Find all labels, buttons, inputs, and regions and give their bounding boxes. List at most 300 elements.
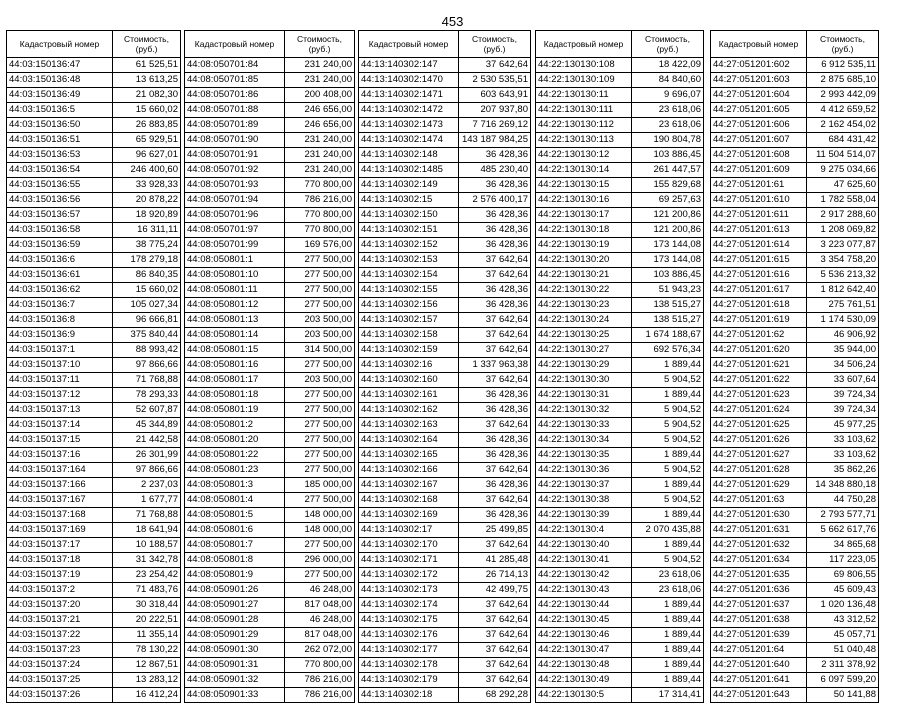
- cadastral-number-cell: 44:27:051201:641: [711, 673, 807, 688]
- cadastral-number-cell: 44:22:130130:44: [536, 598, 632, 613]
- table-row: [7, 523, 181, 538]
- cost-value-cell: 2 530 535,51: [459, 73, 531, 88]
- cadastral-number-cell: 44:03:150137:1: [7, 343, 113, 358]
- cost-value-cell: 96 627,01: [113, 148, 181, 163]
- cost-value-cell: 36 428,36: [459, 208, 531, 223]
- cadastral-number-cell: 44:13:140302:161: [359, 388, 459, 403]
- table-row: [7, 223, 181, 238]
- table-row: [185, 553, 355, 568]
- cadastral-number-cell: 44:13:140302:151: [359, 223, 459, 238]
- cost-value-cell: 1 889,44: [632, 358, 704, 373]
- cost-value-cell: 78 130,22: [113, 643, 181, 658]
- cost-value-cell: 2 237,03: [113, 478, 181, 493]
- cost-value-cell: 11 504 514,07: [807, 148, 879, 163]
- cadastral-number-cell: 44:22:130130:17: [536, 208, 632, 223]
- table-row: [7, 403, 181, 418]
- cadastral-number-cell: 44:22:130130:108: [536, 58, 632, 73]
- cost-value-cell: 36 428,36: [459, 178, 531, 193]
- cadastral-number-cell: 44:08:050901:28: [185, 613, 285, 628]
- cadastral-number-cell: 44:27:051201:62: [711, 328, 807, 343]
- cadastral-number-cell: 44:22:130130:30: [536, 373, 632, 388]
- cost-value-cell: 47 625,60: [807, 178, 879, 193]
- cost-value-cell: 43 312,52: [807, 613, 879, 628]
- cadastral-number-cell: 44:22:130130:40: [536, 538, 632, 553]
- cadastral-number-cell: 44:08:050801:17: [185, 373, 285, 388]
- cadastral-number-cell: 44:03:150137:15: [7, 433, 113, 448]
- table-header-row: [185, 31, 355, 58]
- cadastral-number-cell: 44:13:140302:166: [359, 463, 459, 478]
- cadastral-number-cell: 44:08:050701:88: [185, 103, 285, 118]
- table-row: [711, 463, 879, 478]
- cadastral-number-cell: 44:27:051201:625: [711, 418, 807, 433]
- cost-value-cell: 203 500,00: [285, 313, 355, 328]
- cadastral-number-cell: 44:08:050701:92: [185, 163, 285, 178]
- cadastral-number-cell: 44:22:130130:24: [536, 313, 632, 328]
- table-row: [359, 103, 531, 118]
- cadastral-number-cell: 44:03:150137:166: [7, 478, 113, 493]
- table-row: [536, 688, 704, 703]
- table-row: [185, 148, 355, 163]
- cost-value-cell: 770 800,00: [285, 223, 355, 238]
- cadastral-number-cell: 44:08:050801:10: [185, 268, 285, 283]
- cost-value-cell: 26 301,99: [113, 448, 181, 463]
- cadastral-table-5: [710, 30, 879, 703]
- table-row: [536, 268, 704, 283]
- cost-value-cell: 37 642,64: [459, 313, 531, 328]
- cost-value-cell: 20 222,51: [113, 613, 181, 628]
- table-row: [7, 208, 181, 223]
- table-row: [359, 313, 531, 328]
- table-row: [185, 493, 355, 508]
- cost-value-cell: 30 318,44: [113, 598, 181, 613]
- cost-value-cell: 36 428,36: [459, 223, 531, 238]
- cost-value-cell: 25 499,85: [459, 523, 531, 538]
- cadastral-number-cell: 44:03:150137:17: [7, 538, 113, 553]
- cadastral-number-cell: 44:22:130130:34: [536, 433, 632, 448]
- table-row: [359, 358, 531, 373]
- table-row: [7, 508, 181, 523]
- cost-value-cell: 155 829,68: [632, 178, 704, 193]
- cost-value-cell: 2 793 577,71: [807, 508, 879, 523]
- cost-value-cell: 20 878,22: [113, 193, 181, 208]
- table-row: [185, 268, 355, 283]
- cost-value-cell: 46 248,00: [285, 583, 355, 598]
- cadastral-number-cell: 44:03:150136:5: [7, 103, 113, 118]
- cadastral-number-cell: 44:27:051201:640: [711, 658, 807, 673]
- cost-value-cell: 34 865,68: [807, 538, 879, 553]
- cadastral-number-cell: 44:27:051201:61: [711, 178, 807, 193]
- cadastral-number-cell: 44:03:150136:48: [7, 73, 113, 88]
- table-row: [359, 58, 531, 73]
- cost-value-cell: 33 103,62: [807, 448, 879, 463]
- cadastral-number-cell: 44:13:140302:171: [359, 553, 459, 568]
- cadastral-table-3: [358, 30, 531, 703]
- table-row: [536, 613, 704, 628]
- cadastral-number-cell: 44:27:051201:611: [711, 208, 807, 223]
- table-row: [7, 298, 181, 313]
- cost-value-cell: 9 275 034,66: [807, 163, 879, 178]
- cost-value-cell: 2 917 288,60: [807, 208, 879, 223]
- cadastral-number-cell: 44:13:140302:163: [359, 418, 459, 433]
- cost-value-cell: 786 216,00: [285, 193, 355, 208]
- table-row: [359, 553, 531, 568]
- cadastral-number-cell: 44:13:140302:165: [359, 448, 459, 463]
- cost-value-cell: 26 714,13: [459, 568, 531, 583]
- cadastral-number-cell: 44:22:130130:43: [536, 583, 632, 598]
- table-row: [536, 88, 704, 103]
- cadastral-number-cell: 44:13:140302:157: [359, 313, 459, 328]
- cost-value-cell: 15 660,02: [113, 103, 181, 118]
- table-row: [711, 298, 879, 313]
- table-row: [7, 388, 181, 403]
- cost-value-cell: 51 943,23: [632, 283, 704, 298]
- table-row: [359, 268, 531, 283]
- cost-value-cell: 41 285,48: [459, 553, 531, 568]
- cost-value-cell: 36 428,36: [459, 283, 531, 298]
- cost-value-cell: 23 618,06: [632, 583, 704, 598]
- cost-value-cell: 45 344,89: [113, 418, 181, 433]
- cadastral-number-cell: 44:08:050701:96: [185, 208, 285, 223]
- cost-value-cell: 231 240,00: [285, 148, 355, 163]
- cadastral-number-cell: 44:27:051201:64: [711, 643, 807, 658]
- cadastral-number-cell: 44:08:050901:32: [185, 673, 285, 688]
- cadastral-number-cell: 44:03:150136:62: [7, 283, 113, 298]
- cost-value-cell: 4 412 659,52: [807, 103, 879, 118]
- cadastral-number-cell: 44:27:051201:609: [711, 163, 807, 178]
- table-row: [711, 388, 879, 403]
- table-row: [711, 223, 879, 238]
- cost-value-cell: 37 642,64: [459, 253, 531, 268]
- cost-value-cell: 37 642,64: [459, 268, 531, 283]
- table-row: [536, 658, 704, 673]
- cost-value-cell: 231 240,00: [285, 58, 355, 73]
- cost-value-cell: 3 354 758,20: [807, 253, 879, 268]
- table-row: [711, 508, 879, 523]
- cadastral-number-cell: 44:03:150137:26: [7, 688, 113, 703]
- cost-value-cell: 1 674 188,67: [632, 328, 704, 343]
- cadastral-number-cell: 44:03:150137:18: [7, 553, 113, 568]
- table-row: [536, 343, 704, 358]
- cadastral-number-cell: 44:08:050801:9: [185, 568, 285, 583]
- cadastral-number-cell: 44:08:050701:86: [185, 88, 285, 103]
- table-row: [185, 223, 355, 238]
- cost-value-cell: 190 804,78: [632, 133, 704, 148]
- cost-value-cell: 246 400,60: [113, 163, 181, 178]
- table-row: [536, 163, 704, 178]
- cadastral-number-cell: 44:08:050801:3: [185, 478, 285, 493]
- cadastral-number-cell: 44:27:051201:616: [711, 268, 807, 283]
- cost-value-cell: 103 886,45: [632, 148, 704, 163]
- table-row: [359, 628, 531, 643]
- cost-value-cell: 18 641,94: [113, 523, 181, 538]
- table-row: [359, 538, 531, 553]
- cost-value-cell: 37 642,64: [459, 343, 531, 358]
- table-row: [536, 313, 704, 328]
- cost-value-cell: 203 500,00: [285, 373, 355, 388]
- cost-value-cell: 5 904,52: [632, 418, 704, 433]
- cadastral-number-cell: 44:27:051201:627: [711, 448, 807, 463]
- table-row: [185, 103, 355, 118]
- cadastral-number-cell: 44:08:050901:29: [185, 628, 285, 643]
- table-row: [359, 583, 531, 598]
- cost-value-cell: 1 889,44: [632, 448, 704, 463]
- table-row: [7, 643, 181, 658]
- cost-value-cell: 770 800,00: [285, 208, 355, 223]
- cadastral-number-cell: 44:03:150137:167: [7, 493, 113, 508]
- table-row: [185, 58, 355, 73]
- cadastral-number-cell: 44:13:140302:1474: [359, 133, 459, 148]
- table-header-row: [359, 31, 531, 58]
- table-row: [536, 283, 704, 298]
- table-row: [7, 133, 181, 148]
- cost-value-cell: 23 618,06: [632, 118, 704, 133]
- cost-value-cell: 692 576,34: [632, 343, 704, 358]
- cadastral-number-cell: 44:13:140302:162: [359, 403, 459, 418]
- cost-value-cell: 103 886,45: [632, 268, 704, 283]
- cost-value-cell: 684 431,42: [807, 133, 879, 148]
- cadastral-number-cell: 44:13:140302:168: [359, 493, 459, 508]
- table-row: [7, 268, 181, 283]
- cadastral-number-cell: 44:13:140302:174: [359, 598, 459, 613]
- cost-value-cell: 2 576 400,17: [459, 193, 531, 208]
- table-row: [359, 478, 531, 493]
- table-row: [711, 583, 879, 598]
- cost-value-cell: 185 000,00: [285, 478, 355, 493]
- table-row: [185, 208, 355, 223]
- table-row: [711, 238, 879, 253]
- cost-value-cell: 148 000,00: [285, 523, 355, 538]
- cost-value-cell: 5 904,52: [632, 403, 704, 418]
- cadastral-number-cell: 44:08:050801:8: [185, 553, 285, 568]
- table-row: [359, 223, 531, 238]
- cadastral-number-cell: 44:08:050801:19: [185, 403, 285, 418]
- table-row: [711, 178, 879, 193]
- cadastral-number-cell: 44:03:150137:20: [7, 598, 113, 613]
- cost-value-cell: 35 862,26: [807, 463, 879, 478]
- table-row: [711, 268, 879, 283]
- cost-value-cell: 1 889,44: [632, 643, 704, 658]
- cost-value-cell: 5 904,52: [632, 463, 704, 478]
- table-row: [185, 283, 355, 298]
- table-row: [7, 88, 181, 103]
- cadastral-number-cell: 44:13:140302:1473: [359, 118, 459, 133]
- table-row: [7, 343, 181, 358]
- cost-value-cell: 37 642,64: [459, 493, 531, 508]
- cost-value-cell: 36 428,36: [459, 403, 531, 418]
- cadastral-number-cell: 44:03:150137:12: [7, 388, 113, 403]
- cost-value-cell: 39 724,34: [807, 388, 879, 403]
- cost-value-cell: 44 750,28: [807, 493, 879, 508]
- cost-value-cell: 277 500,00: [285, 283, 355, 298]
- cost-value-cell: 1 889,44: [632, 508, 704, 523]
- cost-value-cell: 5 904,52: [632, 373, 704, 388]
- cadastral-number-cell: 44:27:051201:635: [711, 568, 807, 583]
- cadastral-number-cell: 44:27:051201:63: [711, 493, 807, 508]
- cadastral-number-cell: 44:22:130130:48: [536, 658, 632, 673]
- table-row: [711, 433, 879, 448]
- cost-value-cell: 37 642,64: [459, 673, 531, 688]
- cost-value-cell: 34 506,24: [807, 358, 879, 373]
- cost-value-cell: 37 642,64: [459, 628, 531, 643]
- table-row: [536, 538, 704, 553]
- cadastral-number-cell: 44:22:130130:37: [536, 478, 632, 493]
- table-row: [359, 388, 531, 403]
- cost-value-cell: 178 279,18: [113, 253, 181, 268]
- table-row: [7, 253, 181, 268]
- cost-value-cell: 1 020 136,48: [807, 598, 879, 613]
- cadastral-number-cell: 44:27:051201:610: [711, 193, 807, 208]
- table-row: [359, 673, 531, 688]
- table-row: [536, 478, 704, 493]
- cost-value-cell: 817 048,00: [285, 598, 355, 613]
- cost-value-cell: 36 428,36: [459, 238, 531, 253]
- cadastral-number-cell: 44:27:051201:619: [711, 313, 807, 328]
- cadastral-table-2: [184, 30, 355, 703]
- cost-value-cell: 786 216,00: [285, 673, 355, 688]
- cadastral-number-cell: 44:03:150136:57: [7, 208, 113, 223]
- cost-value-cell: 65 929,51: [113, 133, 181, 148]
- cost-value-cell: 296 000,00: [285, 553, 355, 568]
- cost-value-cell: 6 097 599,20: [807, 673, 879, 688]
- cost-value-cell: 6 912 535,11: [807, 58, 879, 73]
- cost-value-cell: 2 311 378,92: [807, 658, 879, 673]
- table-row: [185, 658, 355, 673]
- cadastral-number-cell: 44:27:051201:629: [711, 478, 807, 493]
- cost-value-cell: 262 072,00: [285, 643, 355, 658]
- cadastral-number-cell: 44:03:150136:59: [7, 238, 113, 253]
- table-row: [185, 508, 355, 523]
- table-row: [7, 673, 181, 688]
- cadastral-number-cell: 44:22:130130:25: [536, 328, 632, 343]
- cadastral-number-cell: 44:27:051201:631: [711, 523, 807, 538]
- cost-value-cell: 16 311,11: [113, 223, 181, 238]
- cadastral-number-cell: 44:27:051201:622: [711, 373, 807, 388]
- cadastral-number-cell: 44:22:130130:33: [536, 418, 632, 433]
- cost-value-cell: 21 082,30: [113, 88, 181, 103]
- cadastral-number-cell: 44:08:050701:91: [185, 148, 285, 163]
- cadastral-number-cell: 44:08:050801:1: [185, 253, 285, 268]
- cadastral-number-cell: 44:03:150136:55: [7, 178, 113, 193]
- table-row: [359, 418, 531, 433]
- table-row: [359, 178, 531, 193]
- cost-value-cell: 11 355,14: [113, 628, 181, 643]
- table-row: [536, 73, 704, 88]
- cadastral-number-cell: 44:13:140302:172: [359, 568, 459, 583]
- cadastral-number-cell: 44:22:130130:49: [536, 673, 632, 688]
- table-row: [711, 73, 879, 88]
- table-row: [7, 178, 181, 193]
- cost-value-cell: 21 442,58: [113, 433, 181, 448]
- cadastral-number-cell: 44:08:050801:4: [185, 493, 285, 508]
- table-row: [359, 598, 531, 613]
- table-row: [536, 178, 704, 193]
- cost-value-cell: 1 208 069,82: [807, 223, 879, 238]
- cost-value-cell: 23 618,06: [632, 103, 704, 118]
- table-row: [536, 403, 704, 418]
- cadastral-number-cell: 44:27:051201:620: [711, 343, 807, 358]
- cadastral-number-cell: 44:13:140302:16: [359, 358, 459, 373]
- cadastral-number-cell: 44:27:051201:614: [711, 238, 807, 253]
- table-row: [185, 613, 355, 628]
- column-header-number: Кадастровый номер: [185, 31, 285, 58]
- cost-value-cell: 231 240,00: [285, 133, 355, 148]
- table-row: [711, 643, 879, 658]
- table-row: [711, 358, 879, 373]
- cost-value-cell: 1 174 530,09: [807, 313, 879, 328]
- cadastral-number-cell: 44:22:130130:5: [536, 688, 632, 703]
- cadastral-number-cell: 44:13:140302:1471: [359, 88, 459, 103]
- cost-value-cell: 37 642,64: [459, 538, 531, 553]
- cost-value-cell: 37 642,64: [459, 613, 531, 628]
- cadastral-number-cell: 44:27:051201:617: [711, 283, 807, 298]
- table-row: [711, 403, 879, 418]
- cadastral-number-cell: 44:13:140302:152: [359, 238, 459, 253]
- table-row: [359, 148, 531, 163]
- cadastral-number-cell: 44:03:150137:169: [7, 523, 113, 538]
- table-row: [711, 418, 879, 433]
- table-row: [7, 538, 181, 553]
- cadastral-number-cell: 44:08:050801:2: [185, 418, 285, 433]
- table-row: [185, 253, 355, 268]
- cost-value-cell: 1 889,44: [632, 538, 704, 553]
- table-row: [7, 373, 181, 388]
- cadastral-number-cell: 44:13:140302:176: [359, 628, 459, 643]
- table-row: [185, 343, 355, 358]
- cost-value-cell: 314 500,00: [285, 343, 355, 358]
- cadastral-number-cell: 44:08:050801:23: [185, 463, 285, 478]
- table-row: [185, 568, 355, 583]
- cadastral-number-cell: 44:13:140302:158: [359, 328, 459, 343]
- cost-value-cell: 603 643,91: [459, 88, 531, 103]
- table-row: [711, 688, 879, 703]
- cost-value-cell: 203 500,00: [285, 328, 355, 343]
- table-row: [359, 253, 531, 268]
- table-row: [359, 208, 531, 223]
- cadastral-number-cell: 44:13:140302:1472: [359, 103, 459, 118]
- cadastral-number-cell: 44:22:130130:38: [536, 493, 632, 508]
- cost-value-cell: 277 500,00: [285, 418, 355, 433]
- cost-value-cell: 1 889,44: [632, 478, 704, 493]
- cadastral-number-cell: 44:08:050701:89: [185, 118, 285, 133]
- table-row: [711, 628, 879, 643]
- cadastral-number-cell: 44:22:130130:32: [536, 403, 632, 418]
- cost-value-cell: 37 642,64: [459, 598, 531, 613]
- cadastral-number-cell: 44:13:140302:150: [359, 208, 459, 223]
- cost-value-cell: 231 240,00: [285, 73, 355, 88]
- cadastral-number-cell: 44:13:140302:147: [359, 58, 459, 73]
- table-row: [7, 418, 181, 433]
- table-row: [185, 88, 355, 103]
- cadastral-number-cell: 44:03:150136:7: [7, 298, 113, 313]
- cadastral-table-1: [6, 30, 181, 703]
- cadastral-number-cell: 44:08:050701:99: [185, 238, 285, 253]
- cadastral-number-cell: 44:08:050801:20: [185, 433, 285, 448]
- table-row: [7, 313, 181, 328]
- cadastral-number-cell: 44:13:140302:160: [359, 373, 459, 388]
- table-row: [7, 628, 181, 643]
- table-header-row: [7, 31, 181, 58]
- table-row: [536, 598, 704, 613]
- table-row: [359, 238, 531, 253]
- table-row: [7, 583, 181, 598]
- table-row: [185, 328, 355, 343]
- table-row: [536, 418, 704, 433]
- cadastral-number-cell: 44:22:130130:19: [536, 238, 632, 253]
- table-row: [7, 433, 181, 448]
- column-header-value: Стоимость, (руб.): [632, 31, 704, 58]
- table-row: [536, 223, 704, 238]
- page-number: 453: [441, 14, 464, 29]
